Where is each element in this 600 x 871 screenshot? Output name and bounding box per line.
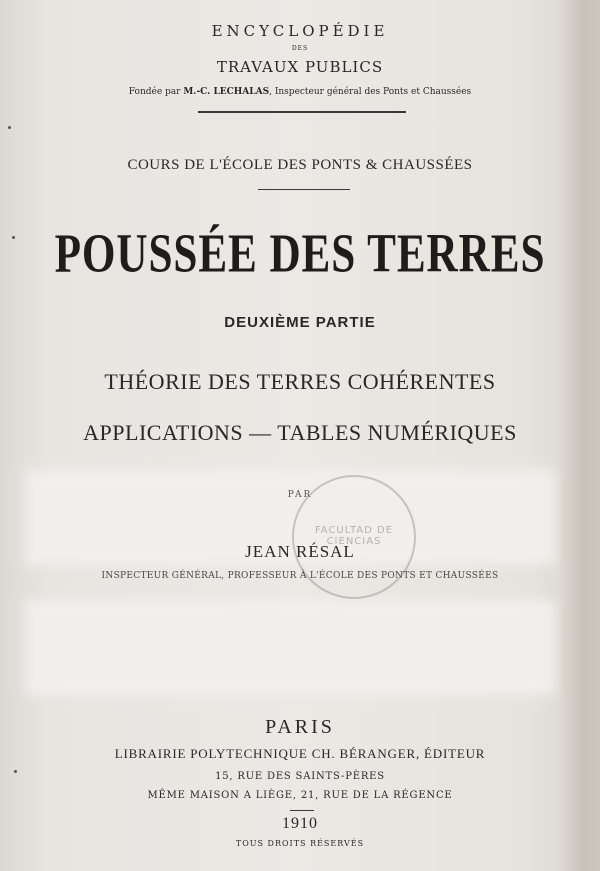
part-label: DEUXIÈME PARTIE bbox=[224, 314, 376, 331]
author-title: INSPECTEUR GÉNÉRAL, PROFESSEUR À L'ÉCOLE DES PONTS ET CHAUSSÉES bbox=[101, 571, 499, 581]
stamp-text: FACULTAD DE CIENCIAS bbox=[314, 525, 394, 547]
subtitle-applications: APPLICATIONS — TABLES NUMÉRIQUES bbox=[83, 420, 517, 445]
encyclopedie-heading: ENCYCLOPÉDIE bbox=[211, 22, 389, 40]
margin-speck bbox=[12, 236, 15, 239]
course-rule bbox=[258, 189, 350, 190]
rights-reserved: TOUS DROITS RÉSERVÉS bbox=[235, 839, 365, 848]
blurred-region-bottom bbox=[25, 600, 555, 695]
publisher-city: PARIS bbox=[265, 716, 335, 738]
travaux-publics-heading: TRAVAUX PUBLICS bbox=[216, 58, 384, 76]
publisher-branch: MÊME MAISON A LIÈGE, 21, RUE DE LA RÉGENCE bbox=[147, 790, 453, 801]
by-label: PAR bbox=[287, 490, 313, 500]
margin-speck bbox=[14, 770, 17, 773]
header-rule bbox=[198, 111, 406, 113]
founder-prefix: Fondée par bbox=[128, 87, 184, 97]
publisher-address: 15, RUE DES SAINTS-PÈRES bbox=[215, 771, 385, 782]
des-word: DES bbox=[291, 45, 309, 52]
founder-name: M.-C. LECHALAS bbox=[183, 87, 270, 97]
year-rule bbox=[290, 810, 314, 811]
author-name: JEAN RÉSAL bbox=[245, 542, 355, 561]
subtitle-theory: THÉORIE DES TERRES COHÉRENTES bbox=[104, 369, 496, 394]
course-title: COURS DE L'ÉCOLE DES PONTS & CHAUSSÉES bbox=[127, 157, 473, 173]
founder-suffix: , Inspecteur général des Ponts et Chaussées bbox=[269, 87, 472, 97]
margin-speck bbox=[8, 126, 11, 129]
book-title: POUSSÉE DES TERRES bbox=[54, 223, 546, 285]
publisher-name: LIBRAIRIE POLYTECHNIQUE CH. BÉRANGER, ÉDITEUR bbox=[114, 746, 486, 761]
founder-line bbox=[0, 87, 600, 97]
publication-year: 1910 bbox=[282, 815, 318, 832]
